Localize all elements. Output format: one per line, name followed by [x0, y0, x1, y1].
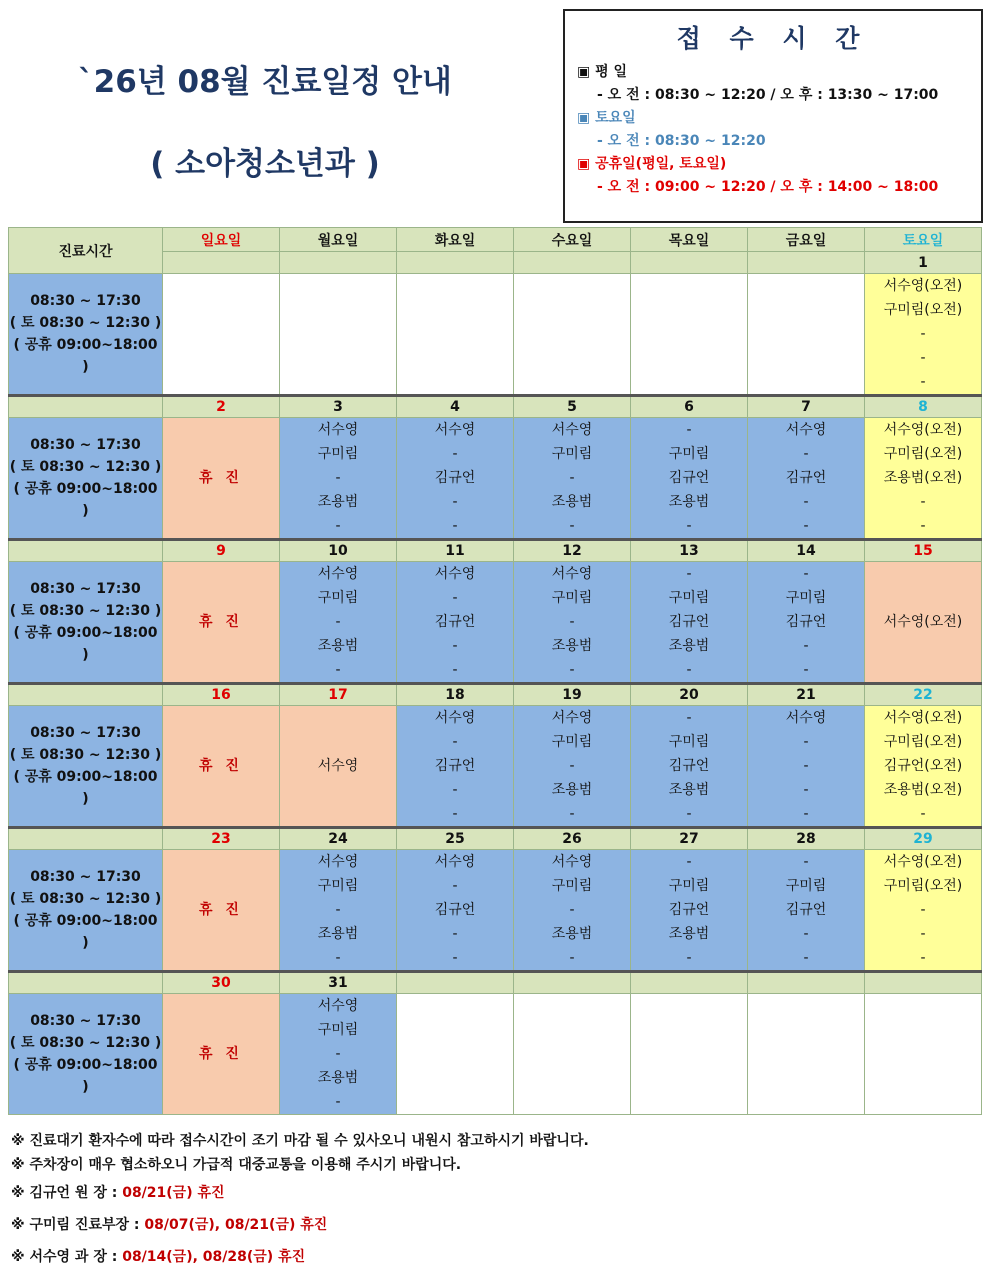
date-number	[397, 252, 514, 274]
no-doctor-slot: -	[335, 470, 341, 486]
weekday-label: ▣ 평 일	[577, 64, 628, 80]
day-header-thu: 목요일	[631, 228, 748, 252]
doctor-name: 조용범	[668, 638, 710, 654]
day-header-fri: 금요일	[748, 228, 865, 252]
doctor-schedule-cell	[514, 850, 631, 972]
date-number	[163, 252, 280, 274]
no-doctor-slot: -	[920, 374, 926, 390]
date-number: 1	[865, 252, 982, 274]
clinic-hours-cell	[9, 706, 163, 828]
doctor-note-label: ※ 김규언 원 장 :	[11, 1185, 123, 1201]
date-number: 7	[748, 396, 865, 418]
doctor-name: 서수영	[551, 566, 593, 582]
doctor-name: 구미림	[317, 446, 359, 462]
hours-header: 진료시간	[9, 228, 163, 274]
clinic-hours-cell	[9, 274, 163, 396]
no-doctor-slot: -	[452, 806, 458, 822]
holiday-hours: - 오 전 : 09:00 ~ 12:20 / 오 후 : 14:00 ~ 18:00	[597, 179, 939, 195]
doctor-name: 서수영(오전)	[883, 614, 963, 630]
date-number: 24	[280, 828, 397, 850]
clinic-hours-line: 08:30 ~ 17:30	[30, 1013, 141, 1029]
saturday-label: ▣ 토요일	[577, 110, 636, 126]
doctor-schedule-cell	[748, 418, 865, 540]
reception-title: 접 수 시 간	[676, 24, 870, 53]
date-number	[397, 972, 514, 994]
doctor-schedule-cell	[865, 850, 982, 972]
doctor-schedule-cell	[280, 418, 397, 540]
doctor-name: 김규언	[668, 614, 710, 630]
doctor-name: 구미림	[785, 590, 827, 606]
department-subtitle: ( 소아청소년과 )	[150, 146, 380, 182]
no-doctor-slot: -	[452, 926, 458, 942]
doctor-name: 구미림	[785, 878, 827, 894]
no-doctor-slot: -	[803, 782, 809, 798]
date-number: 5	[514, 396, 631, 418]
no-doctor-slot: -	[569, 518, 575, 534]
no-doctor-slot: -	[920, 350, 926, 366]
no-doctor-slot: -	[335, 662, 341, 678]
holiday-label: ▣ 공휴일(평일, 토요일)	[577, 156, 727, 172]
date-row	[9, 396, 982, 418]
doctor-name: 김규언	[785, 470, 827, 486]
doctor-name: 구미림	[317, 1022, 359, 1038]
date-number	[631, 972, 748, 994]
no-doctor-slot: -	[335, 902, 341, 918]
doctor-name: 서수영	[317, 854, 359, 870]
weekday-header-row	[9, 228, 982, 252]
date-number	[748, 252, 865, 274]
doctor-schedule-cell	[865, 274, 982, 396]
doctor-name: 조용범	[317, 494, 359, 510]
day-header-wed: 수요일	[514, 228, 631, 252]
date-number: 15	[865, 540, 982, 562]
closed-label: 휴 진	[199, 902, 243, 918]
date-number	[514, 252, 631, 274]
closed-label: 휴 진	[199, 614, 243, 630]
doctor-schedule-cell	[514, 706, 631, 828]
doctor-name: 조용범	[551, 494, 593, 510]
closed-label: 휴 진	[199, 470, 243, 486]
doctor-name: 조용범(오전)	[883, 782, 963, 798]
no-doctor-slot: -	[686, 566, 692, 582]
date-number: 3	[280, 396, 397, 418]
clinic-hours-cell	[9, 562, 163, 684]
closed-day-cell	[163, 706, 280, 828]
empty-day-cell	[397, 994, 514, 1115]
empty-day-cell	[631, 274, 748, 396]
doctor-schedule-cell	[397, 562, 514, 684]
day-header-mon: 월요일	[280, 228, 397, 252]
doctor-schedule-cell	[631, 418, 748, 540]
reception-hours-box	[563, 9, 983, 223]
schedule-row	[9, 994, 982, 1115]
clinic-hours-cell	[9, 418, 163, 540]
date-row	[9, 972, 982, 994]
doctor-schedule-cell	[397, 850, 514, 972]
doctor-name: 서수영	[434, 854, 476, 870]
no-doctor-slot: -	[803, 566, 809, 582]
doctor-name: 서수영	[317, 566, 359, 582]
clinic-hours-line: 08:30 ~ 17:30	[30, 437, 141, 453]
notes-section	[11, 1129, 589, 1273]
doctor-name: 구미림(오전)	[883, 446, 963, 462]
date-number: 30	[163, 972, 280, 994]
no-doctor-slot: -	[803, 518, 809, 534]
no-doctor-slot: -	[803, 638, 809, 654]
no-doctor-slot: -	[452, 950, 458, 966]
no-doctor-slot: -	[452, 662, 458, 678]
doctor-note-kim	[11, 1177, 589, 1209]
doctor-name: 서수영(오전)	[883, 854, 963, 870]
date-row-spacer	[9, 396, 163, 418]
date-number: 21	[748, 684, 865, 706]
closed-day-cell	[163, 418, 280, 540]
date-row-spacer	[9, 540, 163, 562]
date-number: 22	[865, 684, 982, 706]
date-number: 12	[514, 540, 631, 562]
doctor-schedule-cell	[748, 706, 865, 828]
clinic-hours-line: ( 공휴 09:00~18:00 )	[13, 625, 158, 663]
doctor-name: 서수영(오전)	[883, 422, 963, 438]
doctor-name: 조용범	[551, 782, 593, 798]
no-doctor-slot: -	[686, 806, 692, 822]
clinic-hours-line: ( 공휴 09:00~18:00 )	[13, 769, 158, 807]
empty-day-cell	[748, 274, 865, 396]
doctor-name: 서수영	[551, 854, 593, 870]
no-doctor-slot: -	[803, 734, 809, 750]
empty-day-cell	[631, 994, 748, 1115]
doctor-name: 서수영	[317, 998, 359, 1014]
doctor-name: 조용범	[668, 926, 710, 942]
doctor-schedule-cell	[514, 418, 631, 540]
date-number: 27	[631, 828, 748, 850]
date-number: 4	[397, 396, 514, 418]
doctor-note-value: 08/14(금), 08/28(금) 휴진	[122, 1249, 306, 1265]
date-number: 13	[631, 540, 748, 562]
doctor-name: 서수영	[434, 710, 476, 726]
date-number: 14	[748, 540, 865, 562]
date-row	[9, 684, 982, 706]
no-doctor-slot: -	[569, 950, 575, 966]
empty-day-cell	[514, 274, 631, 396]
doctor-name: 구미림(오전)	[883, 734, 963, 750]
no-doctor-slot: -	[686, 854, 692, 870]
doctor-note-value: 08/21(금) 휴진	[122, 1185, 225, 1201]
no-doctor-slot: -	[335, 1046, 341, 1062]
date-number: 11	[397, 540, 514, 562]
doctor-name: 서수영	[434, 422, 476, 438]
date-number	[280, 252, 397, 274]
date-row	[9, 540, 982, 562]
doctor-schedule-cell	[748, 850, 865, 972]
doctor-name: 조용범	[551, 638, 593, 654]
schedule-row	[9, 274, 982, 396]
doctor-name: 조용범	[317, 1070, 359, 1086]
doctor-schedule-cell	[748, 562, 865, 684]
no-doctor-slot: -	[803, 806, 809, 822]
clinic-hours-line: ( 토 08:30 ~ 12:30 )	[9, 1035, 162, 1051]
empty-day-cell	[514, 994, 631, 1115]
doctor-name: 구미림	[668, 878, 710, 894]
closed-label: 휴 진	[199, 758, 243, 774]
doctor-name: 구미림	[317, 878, 359, 894]
no-doctor-slot: -	[920, 902, 926, 918]
clinic-hours-line: ( 토 08:30 ~ 12:30 )	[9, 315, 162, 331]
weekday-hours: - 오 전 : 08:30 ~ 12:20 / 오 후 : 13:30 ~ 17:00	[597, 87, 939, 103]
no-doctor-slot: -	[452, 446, 458, 462]
doctor-schedule-cell	[865, 418, 982, 540]
doctor-name: 조용범	[317, 638, 359, 654]
doctor-name: 김규언	[434, 470, 476, 486]
clinic-hours-line: ( 토 08:30 ~ 12:30 )	[9, 459, 162, 475]
date-number: 10	[280, 540, 397, 562]
doctor-name: 김규언	[434, 614, 476, 630]
date-number: 18	[397, 684, 514, 706]
doctor-name: 서수영	[317, 422, 359, 438]
doctor-name: 조용범	[551, 926, 593, 942]
date-number: 16	[163, 684, 280, 706]
date-number: 28	[748, 828, 865, 850]
no-doctor-slot: -	[686, 710, 692, 726]
doctor-schedule-cell	[865, 562, 982, 684]
no-doctor-slot: -	[452, 734, 458, 750]
no-doctor-slot: -	[335, 1094, 341, 1110]
empty-day-cell	[397, 274, 514, 396]
no-doctor-slot: -	[920, 950, 926, 966]
doctor-schedule-cell	[280, 850, 397, 972]
doctor-name: 서수영	[785, 422, 827, 438]
no-doctor-slot: -	[569, 902, 575, 918]
doctor-schedule-cell	[280, 994, 397, 1115]
clinic-hours-line: ( 공휴 09:00~18:00 )	[13, 1057, 158, 1095]
closed-label: 휴 진	[199, 1046, 243, 1062]
doctor-schedule-cell	[280, 706, 397, 828]
closed-day-cell	[163, 562, 280, 684]
date-number: 9	[163, 540, 280, 562]
date-number: 26	[514, 828, 631, 850]
doctor-name: 구미림	[668, 446, 710, 462]
date-row-spacer	[9, 684, 163, 706]
no-doctor-slot: -	[569, 614, 575, 630]
doctor-name: 서수영(오전)	[883, 278, 963, 294]
no-doctor-slot: -	[686, 950, 692, 966]
doctor-name: 김규언	[434, 758, 476, 774]
clinic-hours-line: ( 토 08:30 ~ 12:30 )	[9, 891, 162, 907]
no-doctor-slot: -	[569, 806, 575, 822]
no-doctor-slot: -	[920, 518, 926, 534]
doctor-note-seo	[11, 1241, 589, 1273]
doctor-name: 서수영(오전)	[883, 710, 963, 726]
doctor-schedule-cell	[631, 562, 748, 684]
no-doctor-slot: -	[803, 446, 809, 462]
doctor-name: 조용범(오전)	[883, 470, 963, 486]
date-number: 20	[631, 684, 748, 706]
no-doctor-slot: -	[452, 782, 458, 798]
clinic-hours-line: 08:30 ~ 17:30	[30, 869, 141, 885]
date-number: 29	[865, 828, 982, 850]
doctor-schedule-cell	[865, 706, 982, 828]
date-number: 8	[865, 396, 982, 418]
doctor-name: 구미림(오전)	[883, 302, 963, 318]
note-parking: ※ 주차장이 매우 협소하오니 가급적 대중교통을 이용해 주시기 바랍니다.	[11, 1157, 462, 1173]
date-number: 19	[514, 684, 631, 706]
doctor-schedule-cell	[631, 706, 748, 828]
no-doctor-slot: -	[452, 878, 458, 894]
doctor-note-label: ※ 구미림 진료부장 :	[11, 1217, 145, 1233]
date-number	[631, 252, 748, 274]
date-row	[9, 828, 982, 850]
date-number: 31	[280, 972, 397, 994]
clinic-hours-line: ( 공휴 09:00~18:00 )	[13, 337, 158, 375]
no-doctor-slot: -	[569, 662, 575, 678]
date-number: 6	[631, 396, 748, 418]
clinic-hours-line: ( 공휴 09:00~18:00 )	[13, 481, 158, 519]
doctor-schedule-cell	[631, 850, 748, 972]
doctor-name: 조용범	[668, 494, 710, 510]
no-doctor-slot: -	[335, 950, 341, 966]
doctor-name: 조용범	[668, 782, 710, 798]
doctor-name: 서수영	[551, 422, 593, 438]
doctor-name: 서수영	[785, 710, 827, 726]
doctor-name: 구미림	[551, 446, 593, 462]
doctor-schedule-cell	[514, 562, 631, 684]
doctor-name: 김규언	[785, 902, 827, 918]
no-doctor-slot: -	[803, 494, 809, 510]
doctor-name: 구미림	[668, 590, 710, 606]
clinic-hours-cell	[9, 994, 163, 1115]
doctor-note-gu	[11, 1209, 589, 1241]
no-doctor-slot: -	[803, 950, 809, 966]
clinic-hours-cell	[9, 850, 163, 972]
closed-day-cell	[163, 994, 280, 1115]
doctor-name: 구미림	[317, 590, 359, 606]
date-number	[865, 972, 982, 994]
day-header-sat: 토요일	[865, 228, 982, 252]
date-number: 25	[397, 828, 514, 850]
date-number: 2	[163, 396, 280, 418]
doctor-name: 김규언	[668, 758, 710, 774]
no-doctor-slot: -	[803, 662, 809, 678]
empty-day-cell	[865, 994, 982, 1115]
doctor-name: 구미림	[551, 734, 593, 750]
no-doctor-slot: -	[920, 926, 926, 942]
doctor-name: 구미림(오전)	[883, 878, 963, 894]
clinic-hours-line: ( 토 08:30 ~ 12:30 )	[9, 603, 162, 619]
clinic-hours-line: ( 토 08:30 ~ 12:30 )	[9, 747, 162, 763]
no-doctor-slot: -	[920, 494, 926, 510]
date-number	[748, 972, 865, 994]
doctor-name: 김규언	[785, 614, 827, 630]
no-doctor-slot: -	[335, 518, 341, 534]
doctor-name: 김규언	[668, 902, 710, 918]
date-number	[514, 972, 631, 994]
no-doctor-slot: -	[686, 422, 692, 438]
date-number: 17	[280, 684, 397, 706]
day-header-sun: 일요일	[163, 228, 280, 252]
schedule-calendar	[8, 227, 982, 1115]
schedule-row	[9, 418, 982, 540]
doctor-schedule-cell	[397, 706, 514, 828]
doctor-name: 서수영	[551, 710, 593, 726]
closed-day-cell	[163, 850, 280, 972]
schedule-row	[9, 562, 982, 684]
empty-day-cell	[163, 274, 280, 396]
doctor-name: 서수영	[317, 758, 359, 774]
no-doctor-slot: -	[452, 590, 458, 606]
doctor-note-value: 08/07(금), 08/21(금) 휴진	[144, 1217, 328, 1233]
clinic-hours-line: 08:30 ~ 17:30	[30, 581, 141, 597]
clinic-hours-line: ( 공휴 09:00~18:00 )	[13, 913, 158, 951]
no-doctor-slot: -	[803, 758, 809, 774]
no-doctor-slot: -	[452, 494, 458, 510]
schedule-row	[9, 850, 982, 972]
no-doctor-slot: -	[452, 518, 458, 534]
doctor-name: 김규언	[668, 470, 710, 486]
date-row-spacer	[9, 828, 163, 850]
doctor-name: 김규언	[434, 902, 476, 918]
no-doctor-slot: -	[452, 638, 458, 654]
doctor-schedule-cell	[397, 418, 514, 540]
doctor-note-label: ※ 서수영 과 장 :	[11, 1249, 123, 1265]
no-doctor-slot: -	[686, 662, 692, 678]
doctor-schedule-cell	[280, 562, 397, 684]
note-waiting: ※ 진료대기 환자수에 따라 접수시간이 조기 마감 될 수 있사오니 내원시 참고하시기 바랍니다.	[11, 1133, 589, 1149]
doctor-name: 서수영	[434, 566, 476, 582]
no-doctor-slot: -	[803, 926, 809, 942]
no-doctor-slot: -	[686, 518, 692, 534]
date-row-spacer	[9, 972, 163, 994]
date-number: 23	[163, 828, 280, 850]
empty-day-cell	[280, 274, 397, 396]
day-header-tue: 화요일	[397, 228, 514, 252]
saturday-hours: - 오 전 : 08:30 ~ 12:20	[597, 133, 766, 149]
doctor-name: 구미림	[551, 878, 593, 894]
no-doctor-slot: -	[569, 470, 575, 486]
doctor-name: 구미림	[668, 734, 710, 750]
clinic-hours-line: 08:30 ~ 17:30	[30, 293, 141, 309]
schedule-row	[9, 706, 982, 828]
doctor-name: 구미림	[551, 590, 593, 606]
no-doctor-slot: -	[920, 326, 926, 342]
no-doctor-slot: -	[803, 854, 809, 870]
clinic-hours-line: 08:30 ~ 17:30	[30, 725, 141, 741]
doctor-name: 조용범	[317, 926, 359, 942]
doctor-name: 김규언(오전)	[883, 758, 963, 774]
empty-day-cell	[748, 994, 865, 1115]
no-doctor-slot: -	[920, 806, 926, 822]
no-doctor-slot: -	[569, 758, 575, 774]
page-title: `26년 08월 진료일정 안내	[78, 64, 452, 100]
no-doctor-slot: -	[335, 614, 341, 630]
